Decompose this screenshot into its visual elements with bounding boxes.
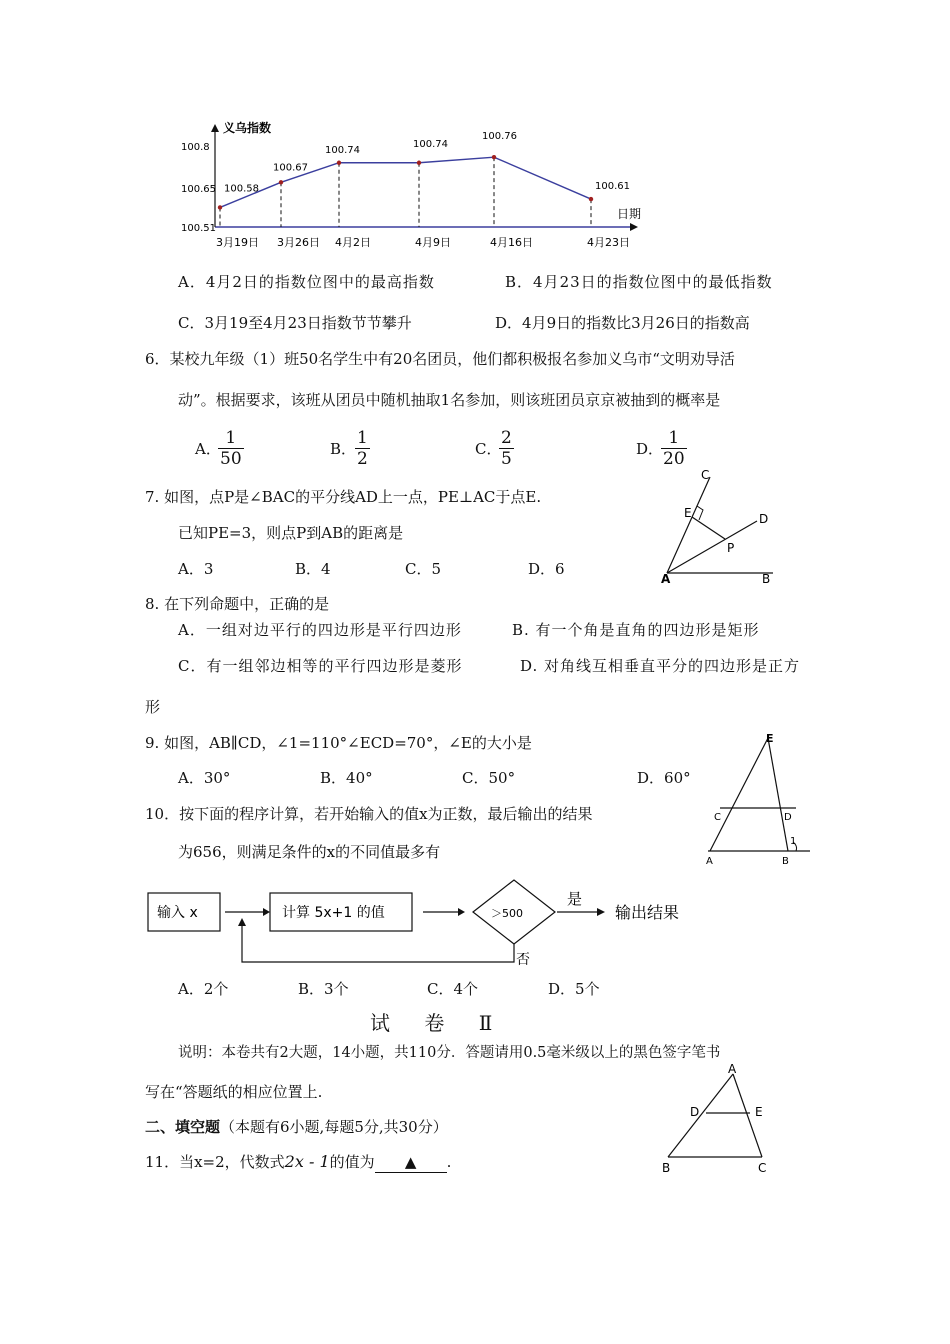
section-title: 二、填空题	[145, 1118, 221, 1136]
q10-stem-line1: 10．按下面的程序计算，若开始输入的值x为正数，最后输出的结果	[145, 805, 593, 823]
q11-stem	[145, 1152, 451, 1173]
q7-option-b: B．4	[295, 560, 331, 578]
arrowhead-4	[238, 918, 246, 926]
q7-angle-bisector-figure	[655, 465, 785, 590]
section-heading	[145, 1117, 448, 1137]
q10-stem-line2: 为656，则满足条件的x的不同值最多有	[178, 843, 441, 861]
q6-option-a-fraction	[218, 428, 244, 469]
q9-option-a: A．30°	[178, 769, 231, 787]
q9-option-b: B．40°	[320, 769, 373, 787]
q6-a-numerator: 1	[225, 428, 237, 448]
chart-x-tick-label: 3月26日	[277, 236, 320, 249]
q11-prefix: 11．当x=2，代数式	[145, 1153, 285, 1171]
arrowhead-1	[263, 908, 270, 916]
q6-stem-line1: 6．某校九年级（1）班50名学生中有20名团员，他们都积极报名参加义乌市“文明劝导活	[145, 350, 735, 368]
chart-y-tick-label: 100.51	[181, 223, 216, 234]
chart-y-tick-label: 100.8	[181, 142, 210, 153]
q6-option-a-label: A．	[195, 440, 221, 458]
q6-c-denominator: 5	[501, 449, 512, 469]
q6-stem-line2: 动”。根据要求，该班从团员中随机抽取1名参加，则该班团员京京被抽到的概率是	[178, 391, 721, 409]
q5-option-c: C．3月19至4月23日指数节节攀升	[178, 314, 412, 332]
q6-option-c-label: C．	[475, 440, 502, 458]
label-e: E	[755, 1105, 763, 1119]
label-b: B	[762, 572, 771, 586]
compute-label: 计算 5x+1 的值	[282, 905, 385, 921]
yes-label: 是	[567, 890, 583, 908]
chart-data-point	[417, 161, 421, 165]
chart-y-tick-label: 100.65	[181, 183, 216, 195]
q7-option-c: C．5	[405, 560, 442, 578]
output-label: 输出结果	[615, 903, 680, 922]
q6-c-numerator: 2	[501, 428, 512, 448]
q6-option-d-label: D．	[636, 440, 664, 458]
q7-stem-line1: 7. 如图，点P是∠BAC的平分线AD上一点，PE⊥AC于点E.	[145, 488, 542, 506]
bisector-ad	[667, 521, 757, 573]
q9-stem: 9. 如图，AB∥CD，∠1=110°∠ECD=70°，∠E的大小是	[145, 734, 532, 752]
chart-data-point	[218, 205, 222, 209]
part2-note-line1: 说明：本卷共有2大题，14小题，共110分．答题请用0.5毫米级以上的黑色签字笔书	[178, 1045, 721, 1061]
chart-data-label: 100.61	[595, 181, 630, 193]
label-1: 1	[790, 836, 797, 847]
label-b: B	[662, 1161, 671, 1175]
q7-stem-line2: 已知PE=3，则点P到AB的距离是	[178, 524, 404, 542]
chart-data-label: 100.58	[224, 183, 259, 195]
condition-label: ＞500	[491, 907, 523, 920]
label-p: P	[727, 541, 735, 555]
label-d: D	[759, 512, 769, 526]
label-d: D	[690, 1105, 700, 1119]
label-a: A	[706, 856, 713, 867]
q8-option-d: D. 对角线互相垂直平分的四边形是正方	[520, 657, 801, 675]
q10-option-b: B．3个	[298, 980, 349, 998]
chart-x-tick-label: 4月16日	[490, 236, 533, 249]
line-eb	[768, 738, 788, 851]
section-note: （本题有6小题,每题5分,共30分）	[220, 1118, 448, 1136]
chart-x-tick-label: 4月23日	[587, 236, 630, 249]
chart-data-point	[589, 197, 593, 201]
label-c: C	[758, 1161, 767, 1175]
q10-option-d: D．5个	[548, 980, 600, 998]
chart-data-label: 100.76	[482, 131, 517, 143]
q6-option-d-fraction	[661, 428, 687, 469]
arrowhead-3	[597, 908, 605, 916]
chart-data-label: 100.74	[413, 138, 448, 150]
chart-x-axis-arrow	[630, 223, 638, 231]
segment-pe	[692, 517, 725, 539]
input-label: 输入 x	[157, 905, 198, 921]
q11-triangle-figure	[658, 1062, 778, 1177]
label-e: E	[684, 506, 692, 520]
part2-note-line2: 写在“答题纸的相应位置上.	[145, 1083, 323, 1101]
q11-expression: 2x - 1	[284, 1152, 330, 1171]
q11-answer-blank[interactable]: ▲	[375, 1152, 447, 1173]
q8-option-c: C．有一组邻边相等的平行四边形是菱形	[178, 657, 463, 675]
side-ab	[668, 1074, 733, 1157]
q6-option-c-fraction	[499, 428, 514, 469]
arrowhead-2	[458, 908, 465, 916]
q6-option-b-fraction	[355, 428, 370, 469]
q8-option-b: B. 有一个角是直角的四边形是矩形	[512, 621, 760, 639]
chart-data-point	[492, 155, 496, 159]
q8-stem: 8. 在下列命题中，正确的是	[145, 595, 330, 613]
no-label: 否	[516, 952, 530, 968]
q8-option-a: A．一组对边平行的四边形是平行四边形	[178, 621, 462, 639]
chart-x-tick-label: 4月9日	[415, 236, 451, 249]
q10-option-c: C．4个	[427, 980, 479, 998]
q7-option-a: A．3	[178, 560, 214, 578]
q6-option-b-label: B．	[330, 440, 357, 458]
label-b: B	[782, 856, 789, 867]
chart-y-axis-arrow	[211, 124, 219, 132]
chart-x-tick-label: 4月2日	[335, 236, 371, 249]
chart-data-label: 100.74	[325, 144, 360, 156]
chart-data-point	[279, 180, 283, 184]
chart-data-point	[337, 161, 341, 165]
q6-b-numerator: 1	[357, 428, 368, 448]
label-a: A	[661, 572, 671, 586]
line-ea	[710, 738, 768, 851]
q5-option-a: A．4月2日的指数位图中的最高指数	[178, 273, 435, 291]
part2-title: 试 卷 Ⅱ	[370, 1011, 507, 1035]
q5-option-d: D．4月9日的指数比3月26日的指数高	[495, 314, 750, 332]
label-d: D	[784, 812, 792, 823]
q6-a-denominator: 50	[220, 449, 242, 469]
q9-option-d: D．60°	[637, 769, 691, 787]
label-a: A	[728, 1062, 737, 1076]
chart-data-label: 100.67	[273, 162, 308, 174]
label-e: E	[766, 732, 774, 745]
q5-option-b: B．4月23日的指数位图中的最低指数	[505, 273, 773, 291]
q10-flowchart	[145, 878, 705, 973]
chart-xlabel: 日期	[617, 207, 642, 221]
label-c: C	[714, 812, 721, 823]
q6-d-numerator: 1	[668, 428, 680, 448]
q6-d-denominator: 20	[663, 449, 685, 469]
chart-x-tick-label: 3月19日	[216, 236, 259, 249]
q7-option-d: D．6	[528, 560, 565, 578]
right-angle-mark	[697, 506, 703, 520]
q11-middle: 的值为	[329, 1153, 375, 1171]
index-line-chart	[175, 112, 645, 252]
q10-option-a: A．2个	[178, 980, 229, 998]
q9-parallel-lines-figure	[700, 730, 820, 870]
q8-option-d-continued: 形	[145, 698, 161, 716]
q11-end: .	[446, 1153, 452, 1171]
q6-b-denominator: 2	[357, 449, 368, 469]
label-c: C	[701, 468, 710, 482]
chart-ylabel: 义乌指数	[223, 121, 272, 135]
q9-option-c: C．50°	[462, 769, 516, 787]
